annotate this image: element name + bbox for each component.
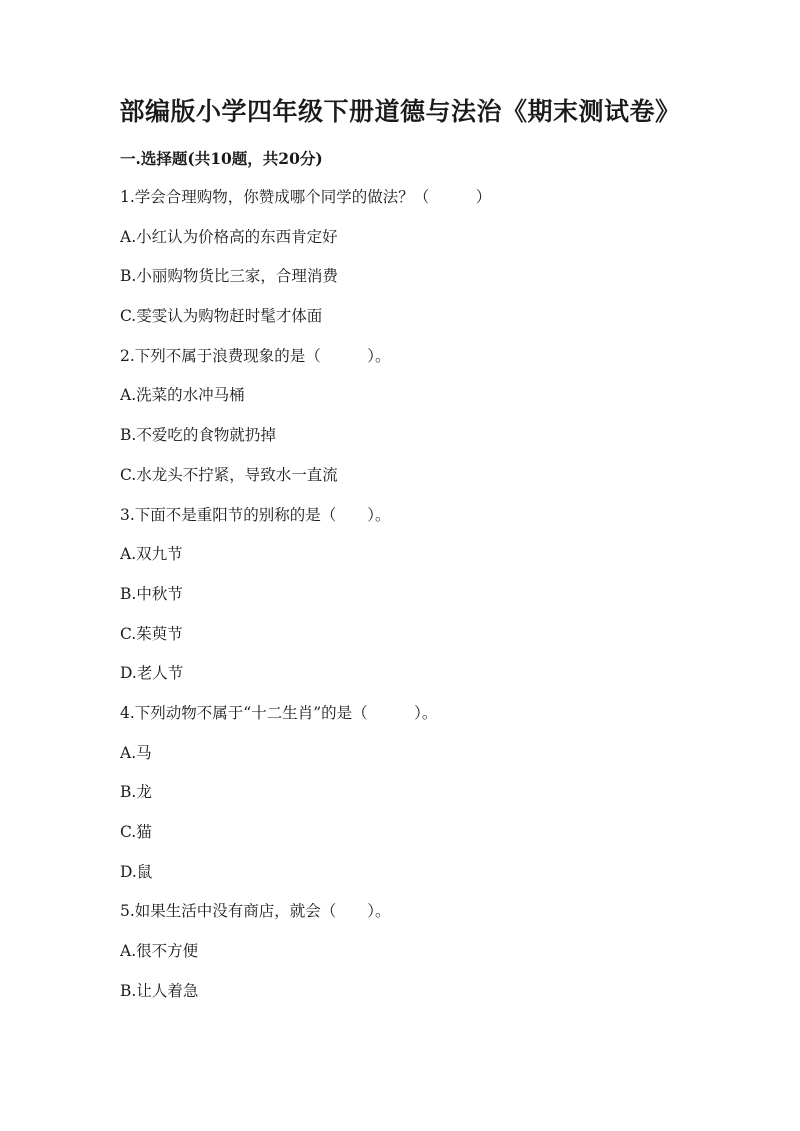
question-1-option-a: A.小红认为价格高的东西肯定好 — [120, 227, 338, 246]
question-3-option-b: B.中秋节 — [120, 584, 183, 603]
question-2-option-a: A.洗菜的水冲马桶 — [120, 386, 245, 405]
page-title: 部编版小学四年级下册道德与法治《期末测试卷》 — [119, 97, 681, 126]
question-2-option-c: C.水龙头不拧紧，导致水一直流 — [120, 465, 338, 484]
section-heading: 一.选择题(共10题，共20分) — [120, 149, 323, 168]
question-1-option-c: C.雯雯认为购物赶时髦才体面 — [120, 307, 323, 326]
question-3-option-c: C.茱萸节 — [120, 624, 183, 643]
question-2-option-b: B.不爱吃的食物就扔掉 — [120, 426, 276, 445]
question-4-option-a: A.马 — [120, 743, 152, 762]
question-5-option-b: B.让人着急 — [120, 981, 199, 1000]
question-3-stem: 3.下面不是重阳节的别称的是（ ）。 — [120, 505, 391, 524]
question-3-option-d: D.老人节 — [120, 664, 184, 683]
question-list — [120, 186, 740, 1019]
question-1-stem: 1.学会合理购物，你赞成哪个同学的做法？（ ） — [120, 188, 492, 206]
question-4-option-d: D.鼠 — [120, 862, 153, 881]
question-2-stem: 2.下列不属于浪费现象的是（ ）。 — [120, 346, 391, 365]
question-3-option-a: A.双九节 — [120, 545, 183, 564]
question-4-stem: 4.下列动物不属于“十二生肖”的是（ ）。 — [120, 703, 438, 722]
question-5-stem: 5.如果生活中没有商店，就会（ ）。 — [120, 902, 391, 921]
question-4-option-c: C.猫 — [120, 823, 152, 841]
question-1-option-b: B.小丽购物货比三家，合理消费 — [120, 267, 338, 286]
question-5-option-a: A.很不方便 — [120, 942, 199, 961]
question-4-option-b: B.龙 — [120, 783, 152, 802]
